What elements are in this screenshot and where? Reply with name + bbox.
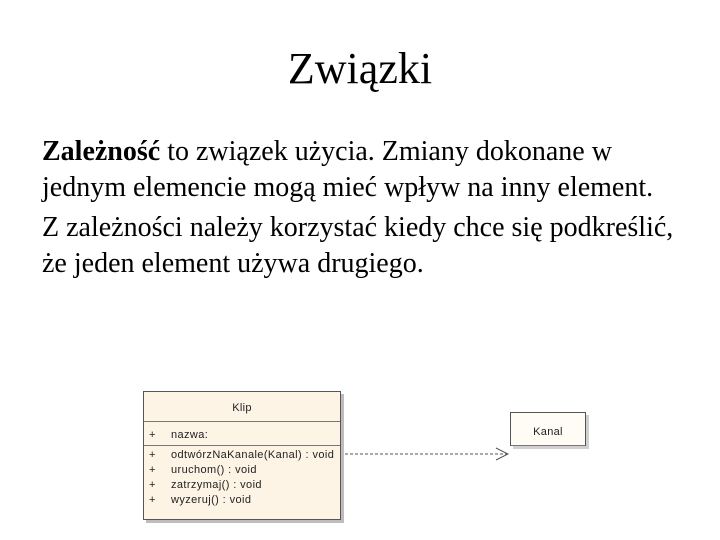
operation-row [144, 493, 340, 508]
slide-title: Związki [287, 44, 433, 93]
visibility-marker: + [149, 479, 156, 491]
definition-text: to związek użycia. Zmiany dokonane w jednym elemencie mogą mieć wpływ na inny element. [42, 136, 654, 203]
attribute-row [144, 428, 340, 443]
operation-text: zatrzymaj() : void [171, 479, 262, 491]
operation-row [144, 448, 340, 463]
visibility-marker: + [149, 494, 156, 506]
operation-text: uruchom() : void [171, 464, 257, 476]
operation-row [144, 478, 340, 493]
operations-compartment [144, 445, 340, 508]
operation-text: odtwórzNaKanale(Kanal) : void [171, 449, 335, 461]
term-dependency: Zależność [42, 136, 161, 167]
operation-row [144, 463, 340, 478]
dependency-arrowhead [496, 448, 508, 460]
attributes-compartment [144, 421, 340, 445]
uml-class-kanal[interactable] [510, 412, 586, 446]
paragraph-usage: Z zależności należy korzystać kiedy chce się podkreślić, że jeden element używa drugiego. [42, 212, 674, 279]
visibility-marker: + [149, 429, 156, 441]
class-name-kanal: Kanal [533, 426, 563, 438]
attribute-text: nazwa: [171, 429, 209, 441]
class-name-klip: Klip [232, 402, 252, 414]
visibility-marker: + [149, 449, 156, 461]
paragraph-dependency-definition [42, 134, 692, 206]
visibility-marker: + [149, 464, 156, 476]
slide-body [42, 134, 692, 286]
operation-text: wyzeruj() : void [171, 494, 252, 506]
uml-class-klip[interactable] [143, 391, 341, 520]
kanal-empty-compartment [511, 445, 585, 452]
